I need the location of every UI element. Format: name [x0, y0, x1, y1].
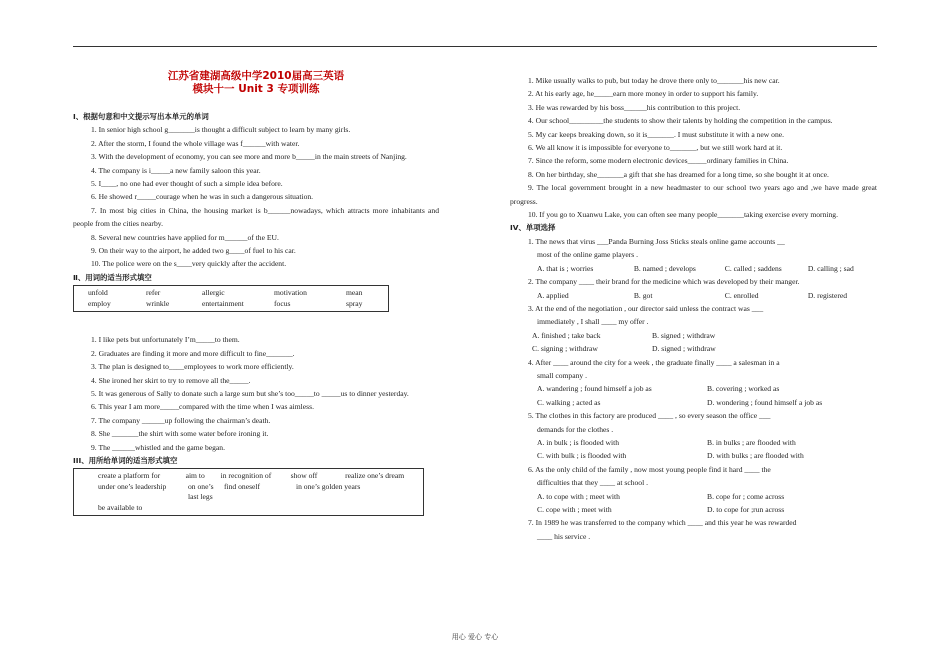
- phrase-bank-item: on one’s last legs: [188, 481, 214, 502]
- mc-options-row: [510, 503, 877, 516]
- mc-stem-continued: ____ his service .: [537, 531, 591, 541]
- page-footer: 用心 爱心 专心: [451, 633, 499, 641]
- page-title: 江苏省建湖高级中学2010届高三英语: [167, 70, 345, 82]
- mc-option: B. cope for ; come across: [707, 491, 785, 501]
- phrase-bank-row: [98, 482, 423, 503]
- exercise-item: 7. The company ______up following the chairman’s death.: [91, 415, 271, 425]
- mc-options-row: [510, 289, 877, 302]
- exercise-item: 1. Mike usually walks to pub, but today he drove there only to_______his new car.: [528, 76, 780, 85]
- mc-options-row: [510, 342, 877, 355]
- exercise-item: 5. It was generous of Sally to donate such a large sum but she’s too_____to _____us to dinner yesterday.: [91, 388, 409, 398]
- section1-list: [73, 123, 439, 270]
- exercise-item: 9. On their way to the airport, he added two g____of fuel to his car.: [91, 246, 296, 256]
- word-bank-word: allergic: [202, 288, 225, 298]
- mc-question: [510, 463, 877, 490]
- mc-option: D. registered: [807, 290, 848, 300]
- mc-option: B. named ; develops: [633, 263, 696, 273]
- mc-stem: 6. As the only child of the family , now most young people find it hard ____ the: [528, 464, 771, 474]
- exercise-item: 8. She _______the shirt with some water before ironing it.: [91, 429, 269, 439]
- exercise-item: 2. After the storm, I found the whole village was f______with water.: [91, 138, 300, 148]
- mc-question: [510, 356, 877, 383]
- phrase-bank-item: in recognition of: [220, 471, 272, 481]
- word-bank-word: unfold: [88, 288, 108, 298]
- mc-options-row: [510, 449, 877, 462]
- mc-option: C. called ; saddens: [724, 263, 782, 273]
- mc-option: C. with bulk ; is flooded with: [537, 451, 627, 461]
- phrase-bank-row: [98, 471, 423, 482]
- word-bank-word: employ: [88, 298, 111, 308]
- phrase-bank-item: create a platform for: [98, 471, 161, 481]
- mc-options-row: [510, 436, 877, 449]
- page-subtitle: 模块十一 Unit 3 专项训练: [192, 83, 320, 95]
- phrase-bank-item: be available to: [98, 502, 143, 512]
- left-column: [73, 70, 439, 519]
- mc-stem: 5. The clothes in this factory are produced ____ , so every season the office ___: [528, 411, 771, 421]
- exercise-item: 1. I like pets but unfortunately I’m_____to them.: [91, 335, 240, 345]
- exercise-item: 5. I____, no one had ever thought of such a simple idea before.: [91, 179, 283, 189]
- exercise-item: 3. He was rewarded by his boss______his contribution to this project.: [528, 102, 741, 112]
- mc-question: [510, 409, 877, 436]
- mc-option: B. covering ; worked as: [707, 384, 780, 394]
- mc-option: A. applied: [537, 290, 569, 300]
- mc-option: A. wandering ; found himself a job as: [537, 384, 652, 394]
- mc-question: [510, 235, 877, 262]
- mc-question: [510, 302, 877, 329]
- exercise-item: 4. She ironed her skirt to try to remove all the_____.: [91, 375, 251, 385]
- section2-heading: Ⅱ、用词的适当形式填空: [73, 272, 152, 282]
- phrase-bank-item: realize one’s dream: [345, 471, 405, 481]
- mc-option: D. signed ; withdraw: [652, 344, 716, 354]
- phrase-bank-item: aim to: [185, 471, 205, 481]
- mc-option: C. cope with ; meet with: [537, 505, 612, 514]
- section3-list: [510, 74, 877, 221]
- exercise-item: 8. On her birthday, she_______a gift that she has dreamed for a long time, so she bought it at once.: [528, 169, 829, 179]
- right-column: [510, 74, 877, 543]
- exercise-item: 9. The local government brought in a new headmaster to our school two years ago and ,we have made great progress.: [510, 183, 877, 206]
- exercise-item: 9. The ______whistled and the game began.: [91, 442, 225, 452]
- exercise-item: 4. The company is i_____a new family saloon this year.: [91, 165, 261, 175]
- exercise-item: 4. Our school_________the students to show their talents by holding the competition in the campus.: [528, 116, 833, 126]
- phrase-bank-item: find oneself: [224, 481, 261, 491]
- phrase-bank-item: under one’s leadership: [98, 481, 167, 491]
- exercise-item: 6. He showed r_____courage when he was in such a dangerous situation.: [91, 192, 314, 202]
- exercise-item: 5. My car keeps breaking down, so it is_______. I must substitute it with a new one.: [528, 129, 785, 139]
- exercise-item: 6. We all know it is impossible for everyone to_______, but we still work hard at it.: [528, 143, 783, 153]
- mc-option: B. signed ; withdraw: [652, 330, 716, 340]
- section4-list: [510, 235, 877, 543]
- exercise-item: 7. Since the reform, some modern electronic devices_____ordinary families in China.: [528, 156, 789, 166]
- exercise-item: 3. The plan is designed to____employees to work more efficiently.: [91, 362, 294, 372]
- phrase-bank-item: show off: [290, 471, 318, 481]
- word-bank-word: entertainment: [202, 298, 244, 308]
- section2-list: [73, 333, 439, 454]
- mc-option: D. with bulks ; are flooded with: [707, 451, 804, 461]
- mc-options-row: [510, 262, 877, 275]
- mc-question: [510, 275, 877, 288]
- word-bank-row: [88, 288, 388, 299]
- phrase-bank-item: in one’s golden years: [296, 481, 361, 491]
- mc-options-row: [510, 396, 877, 409]
- mc-stem-continued: small company .: [537, 370, 587, 380]
- mc-question: [510, 516, 877, 543]
- mc-option: C. walking ; acted as: [537, 397, 601, 407]
- mc-option: B. in bulks ; are flooded with: [707, 437, 796, 447]
- section1-heading: Ⅰ、根据句意和中文提示写出本单元的单词: [73, 112, 209, 121]
- mc-option: A. that is ; worries: [537, 263, 594, 273]
- exercise-item: 7. In most big cities in China, the housing market is b______nowadays, which attracts more inhabitants and people from the cities nearby.: [73, 205, 439, 229]
- mc-stem: 4. After ____ around the city for a week , the graduate finally ____ a salesman in a: [528, 357, 780, 367]
- mc-option: D. wondering ; found himself a job as: [707, 397, 823, 407]
- mc-option: D. calling ; sad: [807, 263, 854, 273]
- word-bank-row: [88, 299, 388, 310]
- section3-heading: III、用所给单词的适当形式填空: [73, 455, 178, 465]
- exercise-item: 8. Several new countries have applied for m______of the EU.: [91, 232, 279, 242]
- mc-option: A. finished ; take back: [532, 330, 601, 340]
- exercise-item: 1. In senior high school g_______is thought a difficult subject to learn by many girls.: [91, 125, 351, 135]
- section4-heading: IV、单项选择: [510, 223, 556, 233]
- exercise-item: 3. With the development of economy, you can see more and more b_____in the main streets of Nanjing.: [91, 152, 407, 162]
- mc-option: C. signing ; withdraw: [532, 344, 598, 354]
- mc-option: A. in bulk ; is flooded with: [537, 437, 620, 447]
- top-rule: [73, 46, 877, 47]
- mc-option: B. got: [633, 290, 653, 300]
- mc-option: A. to cope with ; meet with: [537, 491, 620, 501]
- exercise-item: 6. This year I am more_____compared with the time when I was aimless.: [91, 402, 314, 412]
- mc-options-row: [510, 490, 877, 503]
- word-bank-word: motivation: [274, 288, 307, 298]
- exercise-item: 2. Graduates are finding it more and more difficult to fine_______.: [91, 348, 295, 358]
- mc-stem-continued: most of the online game players .: [537, 250, 639, 260]
- phrase-bank-box: [73, 468, 424, 516]
- exercise-item: 2. At his early age, he_____earn more money in order to support his family.: [528, 89, 759, 99]
- mc-stem: 7. In 1989 he was transferred to the company which ____ and this year he was rewarded: [528, 518, 797, 528]
- exercise-item: 10. The police were on the s____very quickly after the accident.: [91, 259, 287, 269]
- exercise-item: 10. If you go to Xuanwu Lake, you can often see many people_______taking exercise every morning.: [528, 210, 838, 220]
- mc-options-row: [510, 382, 877, 395]
- mc-stem: 3. At the end of the negotiation , our director said unless the contract was ___: [528, 303, 764, 313]
- word-bank-word: focus: [274, 298, 291, 308]
- mc-stem-continued: immediately , I shall ____ my offer .: [537, 317, 649, 327]
- word-bank-word: spray: [346, 298, 363, 308]
- mc-option: C. enrolled: [724, 290, 759, 300]
- mc-stem-continued: difficulties that they ____ at school .: [537, 478, 649, 488]
- mc-stem: 2. The company ____ their brand for the medicine which was developed by their manger.: [528, 277, 800, 287]
- word-bank-word: wrinkle: [146, 298, 170, 308]
- mc-stem: 1. The news that virus ___Panda Burning Joss Sticks steals online game accounts __: [528, 236, 785, 246]
- mc-option: D. to cope for ;run across: [707, 505, 785, 514]
- word-bank-word: refer: [146, 288, 161, 298]
- mc-stem-continued: demands for the clothes .: [537, 424, 614, 434]
- mc-options-row: [510, 329, 877, 342]
- word-bank-word: mean: [346, 288, 363, 298]
- phrase-bank-row: [98, 503, 423, 514]
- word-bank-box: [73, 285, 389, 312]
